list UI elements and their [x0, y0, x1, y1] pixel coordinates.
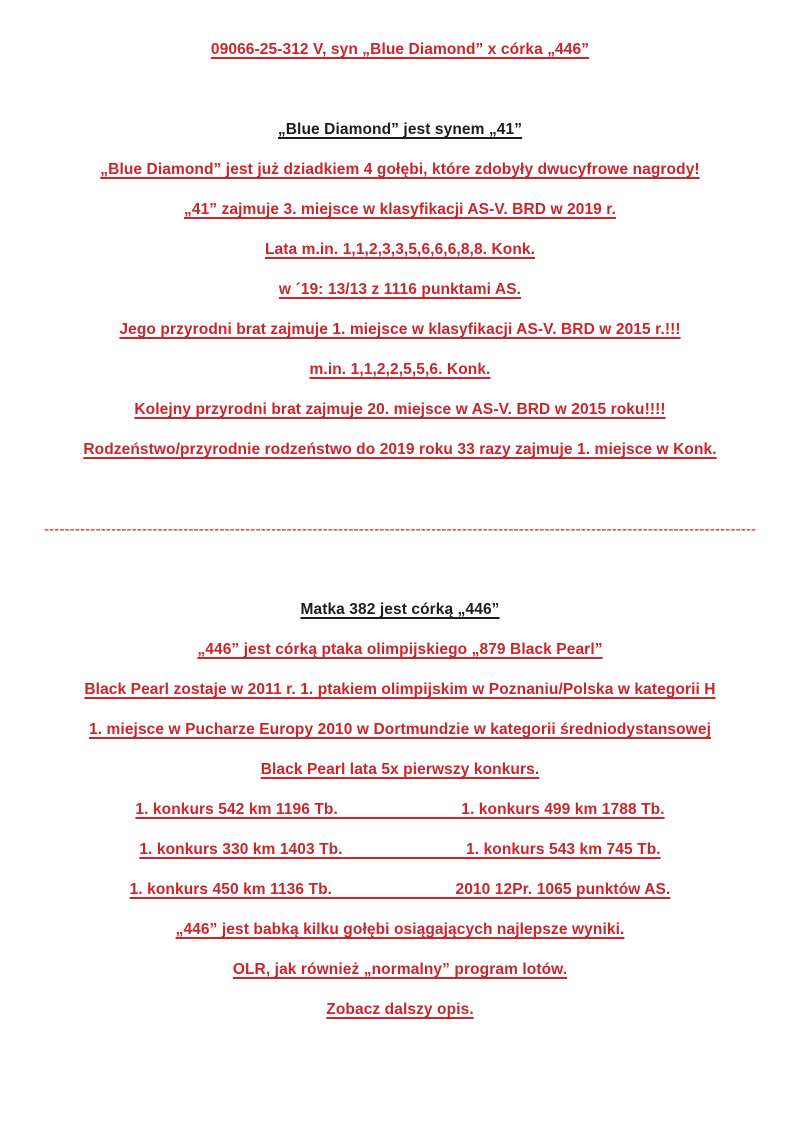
- father-line: [0, 390, 800, 430]
- document-title-text: 09066-25-312 V, syn „Blue Diamond” x córka „446”: [210, 41, 590, 58]
- result-left: 1. konkurs 542 km 1196 Tb.: [135, 801, 338, 818]
- tab-gap: [332, 881, 455, 898]
- father-line-text: „Blue Diamond” jest już dziadkiem 4 gołębi, które zdobyły dwucyfrowe nagrody!: [100, 161, 700, 178]
- father-line-text: „41” zajmuje 3. miejsce w klasyfikacji AS-V. BRD w 2019 r.: [184, 201, 616, 218]
- result-left: 1. konkurs 330 km 1403 Tb.: [139, 841, 343, 858]
- father-line: [0, 270, 800, 310]
- spacer: [0, 470, 800, 510]
- dashed-separator: [0, 510, 800, 550]
- spacer: [0, 70, 800, 110]
- mother-section-heading-text: Matka 382 jest córką „446”: [300, 601, 500, 618]
- father-section-heading-text: „Blue Diamond” jest synem „41”: [277, 121, 523, 138]
- father-line: [0, 310, 800, 350]
- mother-line: [0, 750, 800, 790]
- tab-gap: [338, 801, 461, 818]
- mother-line-text: OLR, jak również „normalny” program lotów.: [232, 961, 568, 978]
- mother-line-text: Zobacz dalszy opis.: [326, 1001, 474, 1018]
- tab-gap: [343, 841, 466, 858]
- spacer: [0, 550, 800, 590]
- mother-line-text: „446” jest babką kilku gołębi osiągających najlepsze wyniki.: [175, 921, 625, 938]
- father-line-text: Rodzeństwo/przyrodnie rodzeństwo do 2019 roku 33 razy zajmuje 1. miejsce w Konk.: [83, 441, 717, 458]
- mother-line: [0, 950, 800, 990]
- mother-line-text: „446” jest córką ptaka olimpijskiego „879 Black Pearl”: [197, 641, 603, 658]
- mother-line: [0, 670, 800, 710]
- result-left: 1. konkurs 450 km 1136 Tb.: [129, 881, 333, 898]
- father-line: [0, 350, 800, 390]
- mother-line: [0, 990, 800, 1030]
- mother-line-text: 1. miejsce w Pucharze Europy 2010 w Dortmundzie w kategorii średniodystansowej: [89, 721, 711, 738]
- result-right: 1. konkurs 543 km 745 Tb.: [466, 841, 661, 858]
- result-right: 2010 12Pr. 1065 punktów AS.: [455, 881, 671, 898]
- mother-line: [0, 910, 800, 950]
- result-row: [0, 790, 800, 830]
- father-line: [0, 430, 800, 470]
- father-line: [0, 190, 800, 230]
- result-row: [0, 830, 800, 870]
- mother-line-text: Black Pearl lata 5x pierwszy konkurs.: [260, 761, 540, 778]
- father-line-text: w ´19: 13/13 z 1116 punktami AS.: [278, 281, 522, 298]
- document-title: [0, 30, 800, 70]
- result-row: [0, 870, 800, 910]
- result-right: 1. konkurs 499 km 1788 Tb.: [461, 801, 665, 818]
- father-line: [0, 150, 800, 190]
- father-line-text: Kolejny przyrodni brat zajmuje 20. miejsce w AS-V. BRD w 2015 roku!!!!: [134, 401, 666, 418]
- mother-line: [0, 710, 800, 750]
- mother-section-heading: [0, 590, 800, 630]
- father-line-text: m.in. 1,1,2,2,5,5,6. Konk.: [309, 361, 491, 378]
- father-section-heading: [0, 110, 800, 150]
- mother-line-text: Black Pearl zostaje w 2011 r. 1. ptakiem olimpijskim w Poznaniu/Polska w kategorii H: [84, 681, 716, 698]
- mother-line: [0, 630, 800, 670]
- father-line: [0, 230, 800, 270]
- father-line-text: Jego przyrodni brat zajmuje 1. miejsce w klasyfikacji AS-V. BRD w 2015 r.!!!: [119, 321, 681, 338]
- dashed-separator-text: ------------------------------------------------------------------------------------------------------------------------------------------: [43, 521, 757, 538]
- father-line-text: Lata m.in. 1,1,2,3,3,5,6,6,6,8,8. Konk.: [264, 241, 536, 258]
